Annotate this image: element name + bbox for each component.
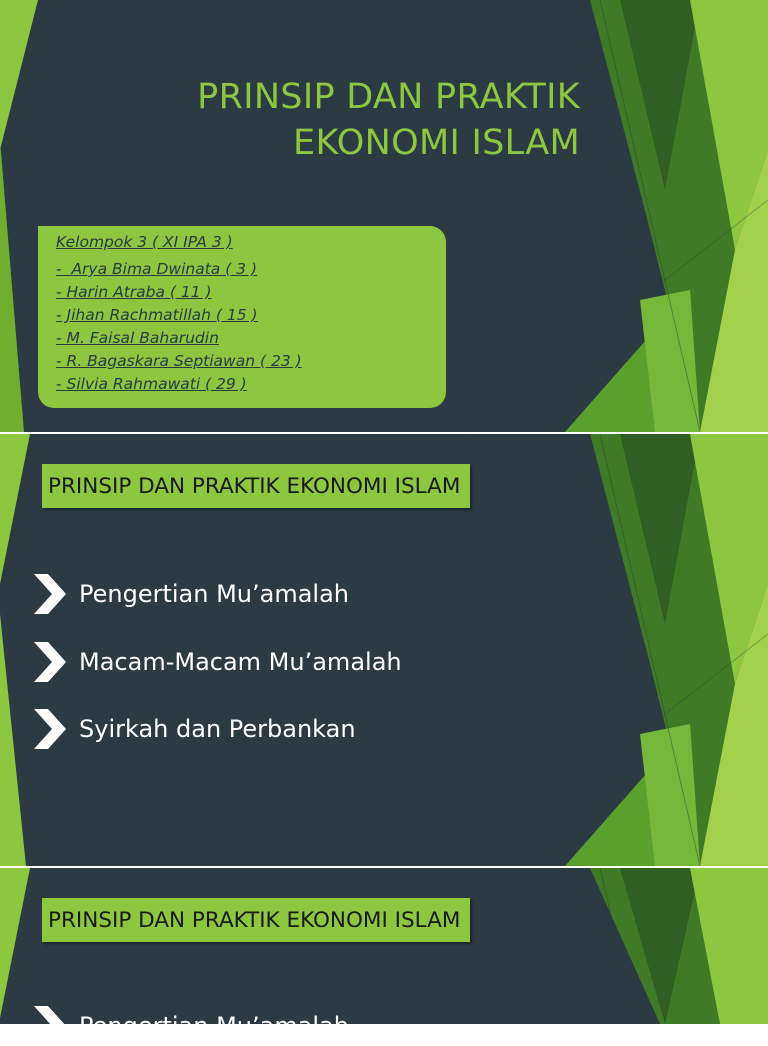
- green-facet-decoration: [0, 868, 768, 1024]
- group-heading: Kelompok 3 ( XI IPA 3 ): [56, 233, 233, 251]
- chevron-right-icon: [32, 642, 66, 682]
- slide-outline-repeat: [0, 868, 768, 1040]
- title-line-2: EKONOMI ISLAM: [293, 123, 580, 163]
- slide-title: [0, 0, 768, 432]
- title-line-1: PRINSIP DAN PRAKTIK: [197, 77, 580, 117]
- chevron-right-icon: [32, 574, 66, 614]
- member-item: - Jihan Rachmatillah ( 15 ): [56, 306, 258, 324]
- member-item: - R. Bagaskara Septiawan ( 23 ): [56, 352, 302, 370]
- bullet-item: [32, 574, 349, 614]
- chevron-right-icon: [32, 1006, 66, 1046]
- bullet-text: Macam-Macam Mu’amalah: [79, 648, 402, 676]
- bullet-text: Syirkah dan Perbankan: [79, 715, 356, 743]
- member-item: - Arya Bima Dwinata ( 3 ): [56, 260, 258, 278]
- slide-outline: [0, 434, 768, 866]
- bullet-item: [32, 709, 356, 749]
- chevron-right-icon: [32, 709, 66, 749]
- presentation-title: [197, 74, 580, 166]
- slide-title-bar: PRINSIP DAN PRAKTIK EKONOMI ISLAM: [42, 898, 470, 942]
- group-members-box: [38, 226, 446, 408]
- member-item: - Harin Atraba ( 11 ): [56, 283, 212, 301]
- bullet-text: Pengertian Mu’amalah: [79, 1012, 350, 1040]
- slide-title-bar: PRINSIP DAN PRAKTIK EKONOMI ISLAM: [42, 464, 470, 508]
- member-item: - Silvia Rahmawati ( 29 ): [56, 375, 247, 393]
- member-item: - M. Faisal Baharudin: [56, 329, 219, 347]
- bullet-text: Pengertian Mu’amalah: [79, 580, 350, 608]
- bullet-item: [32, 1006, 349, 1046]
- bullet-item: [32, 642, 402, 682]
